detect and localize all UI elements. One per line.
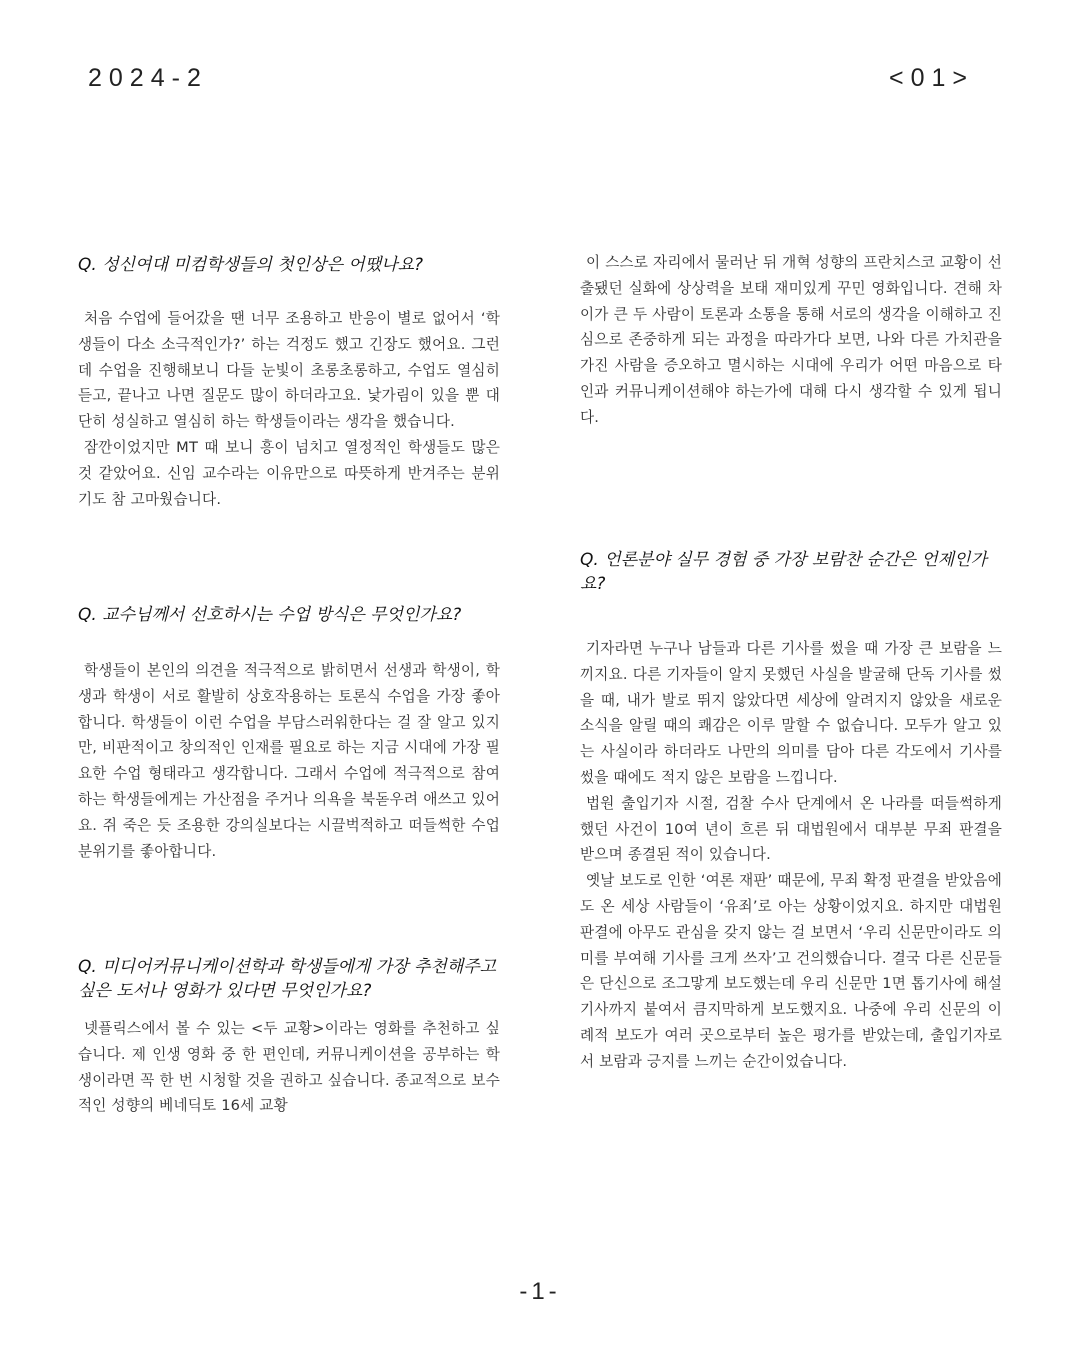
answer-paragraph: 학생들이 본인의 의견을 적극적으로 밝히면서 선생과 학생이, 학생과 학생이 서로 활발히 상호작용하는 토론식 수업을 가장 좋아합니다. 학생들이 이런 수업을 부담스러워한다는 걸 잘 알고 있지만, 비판적이고 창의적인 인재를 필요로 하는 지금 시대에 가장 필요한 수업 형태라고 생각합니다. 그래서 수업에 적극적으로 참여하는 학생들에게는 가산점을 주거나 의욕을 북돋우려 애쓰고 있어요. 쥐 죽은 듯 조용한 강의실보다는 시끌벅적하고 떠들썩한 수업 분위기를 좋아합니다.	[78, 662, 500, 860]
answer-recommendation-continued	[580, 250, 1002, 431]
page-header	[0, 64, 1080, 96]
answer-recommendation	[78, 1016, 500, 1119]
answer-paragraph: 옛날 보도로 인한 ‘여론 재판’ 때문에, 무죄 확정 판결을 받았음에도 온 세상 사람들이 ‘유죄’로 아는 상황이었지요. 하지만 대법원 판결에 아무도 관심을 갖지 않는 걸 보면서 ‘우리 신문만이라도 의미를 부여해 기사를 크게 쓰자’고 건의했습니다. 결국 다른 신문들은 단신으로 조그맣게 보도했는데 우리 신문만 1면 톱기사에 해설 기사까지 붙여서 큼지막하게 보도했지요. 나중에 우리 신문의 이례적 보도가 여러 곳으로부터 높은 평가를 받았는데, 출입기자로서 보람과 긍지를 느끼는 순간이었습니다.	[580, 872, 1002, 1070]
answer-paragraph: 처음 수업에 들어갔을 땐 너무 조용하고 반응이 별로 없어서 ‘학생들이 다소 소극적인가?’ 하는 걱정도 했고 긴장도 했어요. 그런데 수업을 진행해보니 다들 눈빛이 초롱초롱하고, 수업도 열심히 듣고, 끝나고 나면 질문도 많이 하더라고요. 낯가림이 있을 뿐 대단히 성실하고 열심히 하는 학생들이라는 생각을 했습니다.	[78, 310, 500, 431]
answer-teaching-style	[78, 658, 500, 864]
answer-paragraph: 잠깐이었지만 MT 때 보니 흥이 넘치고 열정적인 학생들도 많은 것 같았어요. 신임 교수라는 이유만으로 따뜻하게 반겨주는 분위기도 참 고마웠습니다.	[78, 438, 500, 508]
answer-paragraph: 법원 출입기자 시절, 검찰 수사 단계에서 온 나라를 떠들썩하게 했던 사건이 10여 년이 흐른 뒤 대법원에서 대부분 무죄 판결을 받으며 종결된 적이 있습니다.	[580, 794, 1002, 864]
question-career-highlight: Q. 언론분야 실무 경험 중 가장 보람찬 순간은 언제인가요?	[580, 550, 987, 594]
answer-first-impression	[78, 306, 500, 512]
question-first-impression: Q. 성신여대 미컴학생들의 첫인상은 어땠나요?	[78, 255, 424, 275]
answer-paragraph: 기자라면 누구나 남들과 다른 기사를 썼을 때 가장 큰 보람을 느끼지요. 다른 기자들이 알지 못했던 사실을 발굴해 단독 기사를 썼을 때, 내가 발로 뛰지 않았다면 세상에 알려지지 않았을 새로운 소식을 알릴 때의 쾌감은 이루 말할 수 없습니다. 모두가 알고 있는 사실이라 하더라도 나만의 의미를 담아 다른 각도에서 기사를 썼을 때에도 적지 않은 보람을 느낍니다.	[580, 640, 1002, 786]
answer-paragraph: 이 스스로 자리에서 물러난 뒤 개혁 성향의 프란치스코 교황이 선출됐던 실화에 상상력을 보태 재미있게 꾸민 영화입니다. 견해 차이가 큰 두 사람이 토론과 소통을 통해 서로의 생각을 이해하고 진심으로 존중하게 되는 과정을 따라가다 보면, 나와 다른 가치관을 가진 사람을 증오하고 멸시하는 시대에 우리가 어떤 마음으로 타인과 커뮤니케이션해야 하는가에 대해 다시 생각할 수 있게 됩니다.	[580, 254, 1002, 426]
question-recommendation: Q. 미디어커뮤니케이션학과 학생들에게 가장 추천해주고 싶은 도서나 영화가 있다면 무엇인가요?	[78, 957, 497, 1001]
question-teaching-style: Q. 교수님께서 선호하시는 수업 방식은 무엇인가요?	[78, 605, 462, 625]
page-number: -1-	[519, 1278, 561, 1305]
answer-career-highlight	[580, 636, 1002, 1075]
answer-paragraph: 넷플릭스에서 볼 수 있는 <두 교황>이라는 영화를 추천하고 싶습니다. 제 인생 영화 중 한 편인데, 커뮤니케이션을 공부하는 학생이라면 꼭 한 번 시청할 것을 권하고 싶습니다. 종교적으로 보수적인 성향의 베네딕토 16세 교황	[78, 1020, 500, 1115]
issue-date: 2024-2	[88, 64, 208, 92]
issue-number: <01>	[888, 64, 974, 92]
